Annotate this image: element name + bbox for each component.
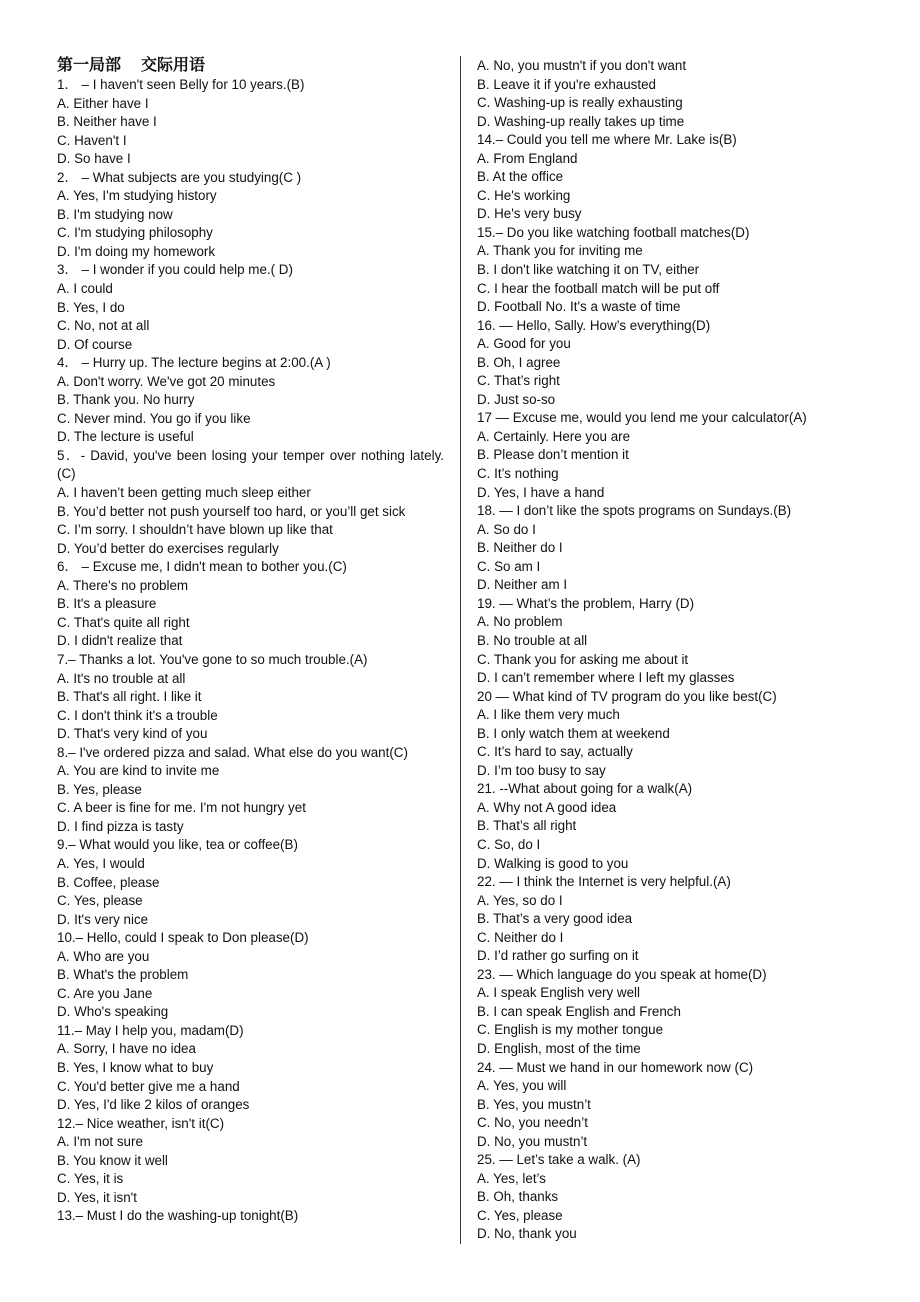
- answer-option: A. From England: [477, 150, 578, 166]
- answer-option: C. Haven't I: [57, 132, 127, 148]
- question-text: 5．- David, you've been losing your temper over nothing lately.(C): [57, 447, 444, 482]
- answer-option: A. Sorry, I have no idea: [57, 1041, 196, 1057]
- answer-option: C. Thank you for asking me about it: [477, 651, 689, 667]
- answer-option: D. Who's speaking: [57, 1004, 169, 1020]
- answer-option: A. No, you mustn't if you don't want: [477, 58, 687, 73]
- answer-option: B. At the office: [477, 169, 564, 185]
- left-column: [57, 54, 444, 1226]
- answer-option: C. Neither do I: [477, 929, 564, 945]
- answer-option: C. Never mind. You go if you like: [57, 410, 251, 426]
- answer-option: D. The lecture is useful: [57, 429, 194, 445]
- question-text: 14.– Could you tell me where Mr. Lake is(B): [477, 132, 737, 148]
- answer-option: D. Yes, I'd like 2 kilos of oranges: [57, 1097, 250, 1113]
- answer-option: B. That’s all right: [477, 818, 577, 834]
- question-text: 23. — Which language do you speak at home(D): [477, 966, 767, 982]
- answer-option: A. There's no problem: [57, 577, 189, 593]
- answer-option: D. Football No. It's a waste of time: [477, 299, 681, 315]
- answer-option: A. So do I: [477, 521, 536, 537]
- answer-option: C. I’m sorry. I shouldn’t have blown up like that: [57, 522, 333, 538]
- question-text: 22. — I think the Internet is very helpful.(A): [477, 874, 731, 890]
- answer-option: B. Yes, I know what to buy: [57, 1059, 214, 1075]
- answer-option: A. Thank you for inviting me: [477, 243, 643, 259]
- answer-option: D. Yes, it isn't: [57, 1189, 137, 1205]
- answer-option: B. Thank you. No hurry: [57, 392, 195, 408]
- answer-option: C. No, not at all: [57, 318, 150, 334]
- answer-option: B. What's the problem: [57, 967, 189, 983]
- answer-option: B. Please don’t mention it: [477, 447, 629, 463]
- question-text: 19. — What’s the problem, Harry (D): [477, 595, 695, 611]
- answer-option: A. It's no trouble at all: [57, 670, 186, 686]
- answer-option: A. No problem: [477, 614, 563, 630]
- answer-option: A. Yes, so do I: [477, 892, 563, 908]
- answer-option: D. I find pizza is tasty: [57, 818, 184, 834]
- answer-option: B. It's a pleasure: [57, 596, 157, 612]
- answer-option: A. Yes, you will: [477, 1078, 567, 1094]
- answer-option: D. I didn't realize that: [57, 633, 183, 649]
- question-text: 13.– Must I do the washing-up tonight(B): [57, 1208, 299, 1224]
- answer-option: B. You know it well: [57, 1152, 168, 1168]
- answer-option: A. I like them very much: [477, 707, 620, 723]
- question-text: 6． – Excuse me, I didn't mean to bother you.(C): [57, 559, 347, 575]
- question-text: 17 — Excuse me, would you lend me your calculator(A): [477, 410, 807, 426]
- answer-option: B. No trouble at all: [477, 632, 588, 648]
- question-text: 21. --What about going for a walk(A): [477, 781, 693, 797]
- answer-option: D. So have I: [57, 151, 131, 167]
- answer-option: C. No, you needn’t: [477, 1115, 588, 1131]
- answer-option: B. You’d better not push yourself too hard, or you’ll get sick: [57, 503, 406, 519]
- answer-option: B. I'm studying now: [57, 206, 173, 222]
- answer-option: D. I'm doing my homework: [57, 243, 216, 259]
- answer-option: C. Yes, please: [477, 1207, 563, 1223]
- answer-option: C. I'm studying philosophy: [57, 225, 213, 241]
- answer-option: B. Oh, I agree: [477, 354, 561, 370]
- answer-option: D. I’d rather go surfing on it: [477, 948, 639, 964]
- answer-option: D. No, you mustn’t: [477, 1133, 588, 1149]
- question-text: 9.– What would you like, tea or coffee(B): [57, 837, 298, 853]
- question-text: 18. — I don’t like the spots programs on Sundays.(B): [477, 503, 792, 519]
- answer-option: A. Who are you: [57, 948, 150, 964]
- answer-option: D. Yes, I have a hand: [477, 484, 605, 500]
- answer-option: B. I only watch them at weekend: [477, 725, 670, 741]
- answer-option: C. Yes, please: [57, 893, 143, 909]
- answer-option: C. So, do I: [477, 836, 541, 852]
- question-text: 25. — Let’s take a walk. (A): [477, 1152, 641, 1168]
- answer-option: D. It's very nice: [57, 911, 149, 927]
- answer-option: C. That's quite all right: [57, 614, 190, 630]
- answer-option: C. He's working: [477, 187, 571, 203]
- answer-option: D. Neither am I: [477, 577, 568, 593]
- answer-option: C. I hear the football match will be put off: [477, 280, 720, 296]
- answer-option: A. I'm not sure: [57, 1134, 143, 1150]
- question-text: 12.– Nice weather, isn't it(C): [57, 1115, 225, 1131]
- answer-option: A. Don't worry. We've got 20 minutes: [57, 373, 276, 389]
- answer-option: B. Leave it if you're exhausted: [477, 76, 656, 92]
- answer-option: B. That's all right. I like it: [57, 689, 202, 705]
- answer-option: A. Either have I: [57, 95, 149, 111]
- answer-option: B. I can speak English and French: [477, 1003, 681, 1019]
- question-text: 2． – What subjects are you studying(C ): [57, 169, 302, 185]
- answer-option: B. Neither have I: [57, 114, 157, 130]
- answer-option: A. I haven’t been getting much sleep either: [57, 485, 311, 501]
- section-title-part2: 交际用语: [141, 55, 206, 74]
- question-text: 3． – I wonder if you could help me.( D): [57, 262, 293, 278]
- answer-option: A. Certainly. Here you are: [477, 428, 631, 444]
- answer-option: D. Washing-up really takes up time: [477, 113, 685, 129]
- answer-option: D. You’d better do exercises regularly: [57, 540, 279, 556]
- answer-option: D. Of course: [57, 336, 133, 352]
- answer-option: A. I speak English very well: [477, 985, 640, 1001]
- answer-option: C. A beer is fine for me. I'm not hungry yet: [57, 800, 306, 816]
- question-text: 20 — What kind of TV program do you like best(C): [477, 688, 777, 704]
- answer-option: C. Washing-up is really exhausting: [477, 95, 683, 111]
- answer-option: A. I could: [57, 281, 113, 297]
- answer-option: C. That’s right: [477, 373, 560, 389]
- answer-option: B. Coffee, please: [57, 874, 160, 890]
- question-text: 4． – Hurry up. The lecture begins at 2:00.(A ): [57, 355, 331, 371]
- right-column: [477, 57, 869, 1244]
- answer-option: B. Yes, please: [57, 781, 142, 797]
- section-title-part1: 第一局部: [57, 55, 122, 74]
- answer-option: D. I’m too busy to say: [477, 762, 606, 778]
- answer-option: A. Good for you: [477, 336, 571, 352]
- answer-option: C. You'd better give me a hand: [57, 1078, 240, 1094]
- question-text: 15.– Do you like watching football matches(D): [477, 224, 750, 240]
- answer-option: A. Yes, I'm studying history: [57, 188, 217, 204]
- answer-option: B. I don't like watching it on TV, either: [477, 262, 700, 278]
- answer-option: C. Yes, it is: [57, 1171, 124, 1187]
- question-text: 1． – I haven't seen Belly for 10 years.(B): [57, 77, 305, 92]
- answer-option: C. It’s hard to say, actually: [477, 744, 633, 760]
- answer-option: B. Yes, I do: [57, 299, 125, 315]
- answer-option: D. No, thank you: [477, 1226, 577, 1242]
- answer-option: C. Are you Jane: [57, 985, 153, 1001]
- answer-option: A. You are kind to invite me: [57, 763, 220, 779]
- answer-option: C. I don't think it's a trouble: [57, 707, 218, 723]
- answer-option: D. Just so-so: [477, 391, 556, 407]
- answer-option: D. He's very busy: [477, 206, 582, 222]
- answer-option: D. I can’t remember where I left my glasses: [477, 670, 735, 686]
- answer-option: B. Oh, thanks: [477, 1189, 559, 1205]
- answer-option: A. Yes, I would: [57, 855, 145, 871]
- answer-option: D. English, most of the time: [477, 1040, 641, 1056]
- answer-option: A. Why not A good idea: [477, 799, 617, 815]
- answer-option: B. That’s a very good idea: [477, 911, 633, 927]
- question-text: 11.– May I help you, madam(D): [57, 1022, 244, 1038]
- answer-option: C. English is my mother tongue: [477, 1022, 664, 1038]
- question-text: 7.– Thanks a lot. You've gone to so much trouble.(A): [57, 651, 368, 667]
- answer-option: C. It’s nothing: [477, 466, 559, 482]
- question-text: 16. — Hello, Sally. How’s everything(D): [477, 317, 711, 333]
- answer-option: A. Yes, let’s: [477, 1170, 546, 1186]
- answer-option: B. Yes, you mustn’t: [477, 1096, 591, 1112]
- answer-option: D. Walking is good to you: [477, 855, 629, 871]
- answer-option: D. That's very kind of you: [57, 726, 208, 742]
- answer-option: C. So am I: [477, 558, 541, 574]
- column-divider: [460, 56, 461, 1244]
- section-title: [57, 54, 444, 76]
- question-text: 10.– Hello, could I speak to Don please(D): [57, 930, 309, 946]
- question-text: 24. — Must we hand in our homework now (C): [477, 1059, 754, 1075]
- answer-option: B. Neither do I: [477, 540, 563, 556]
- question-text: 8.– I've ordered pizza and salad. What else do you want(C): [57, 744, 408, 760]
